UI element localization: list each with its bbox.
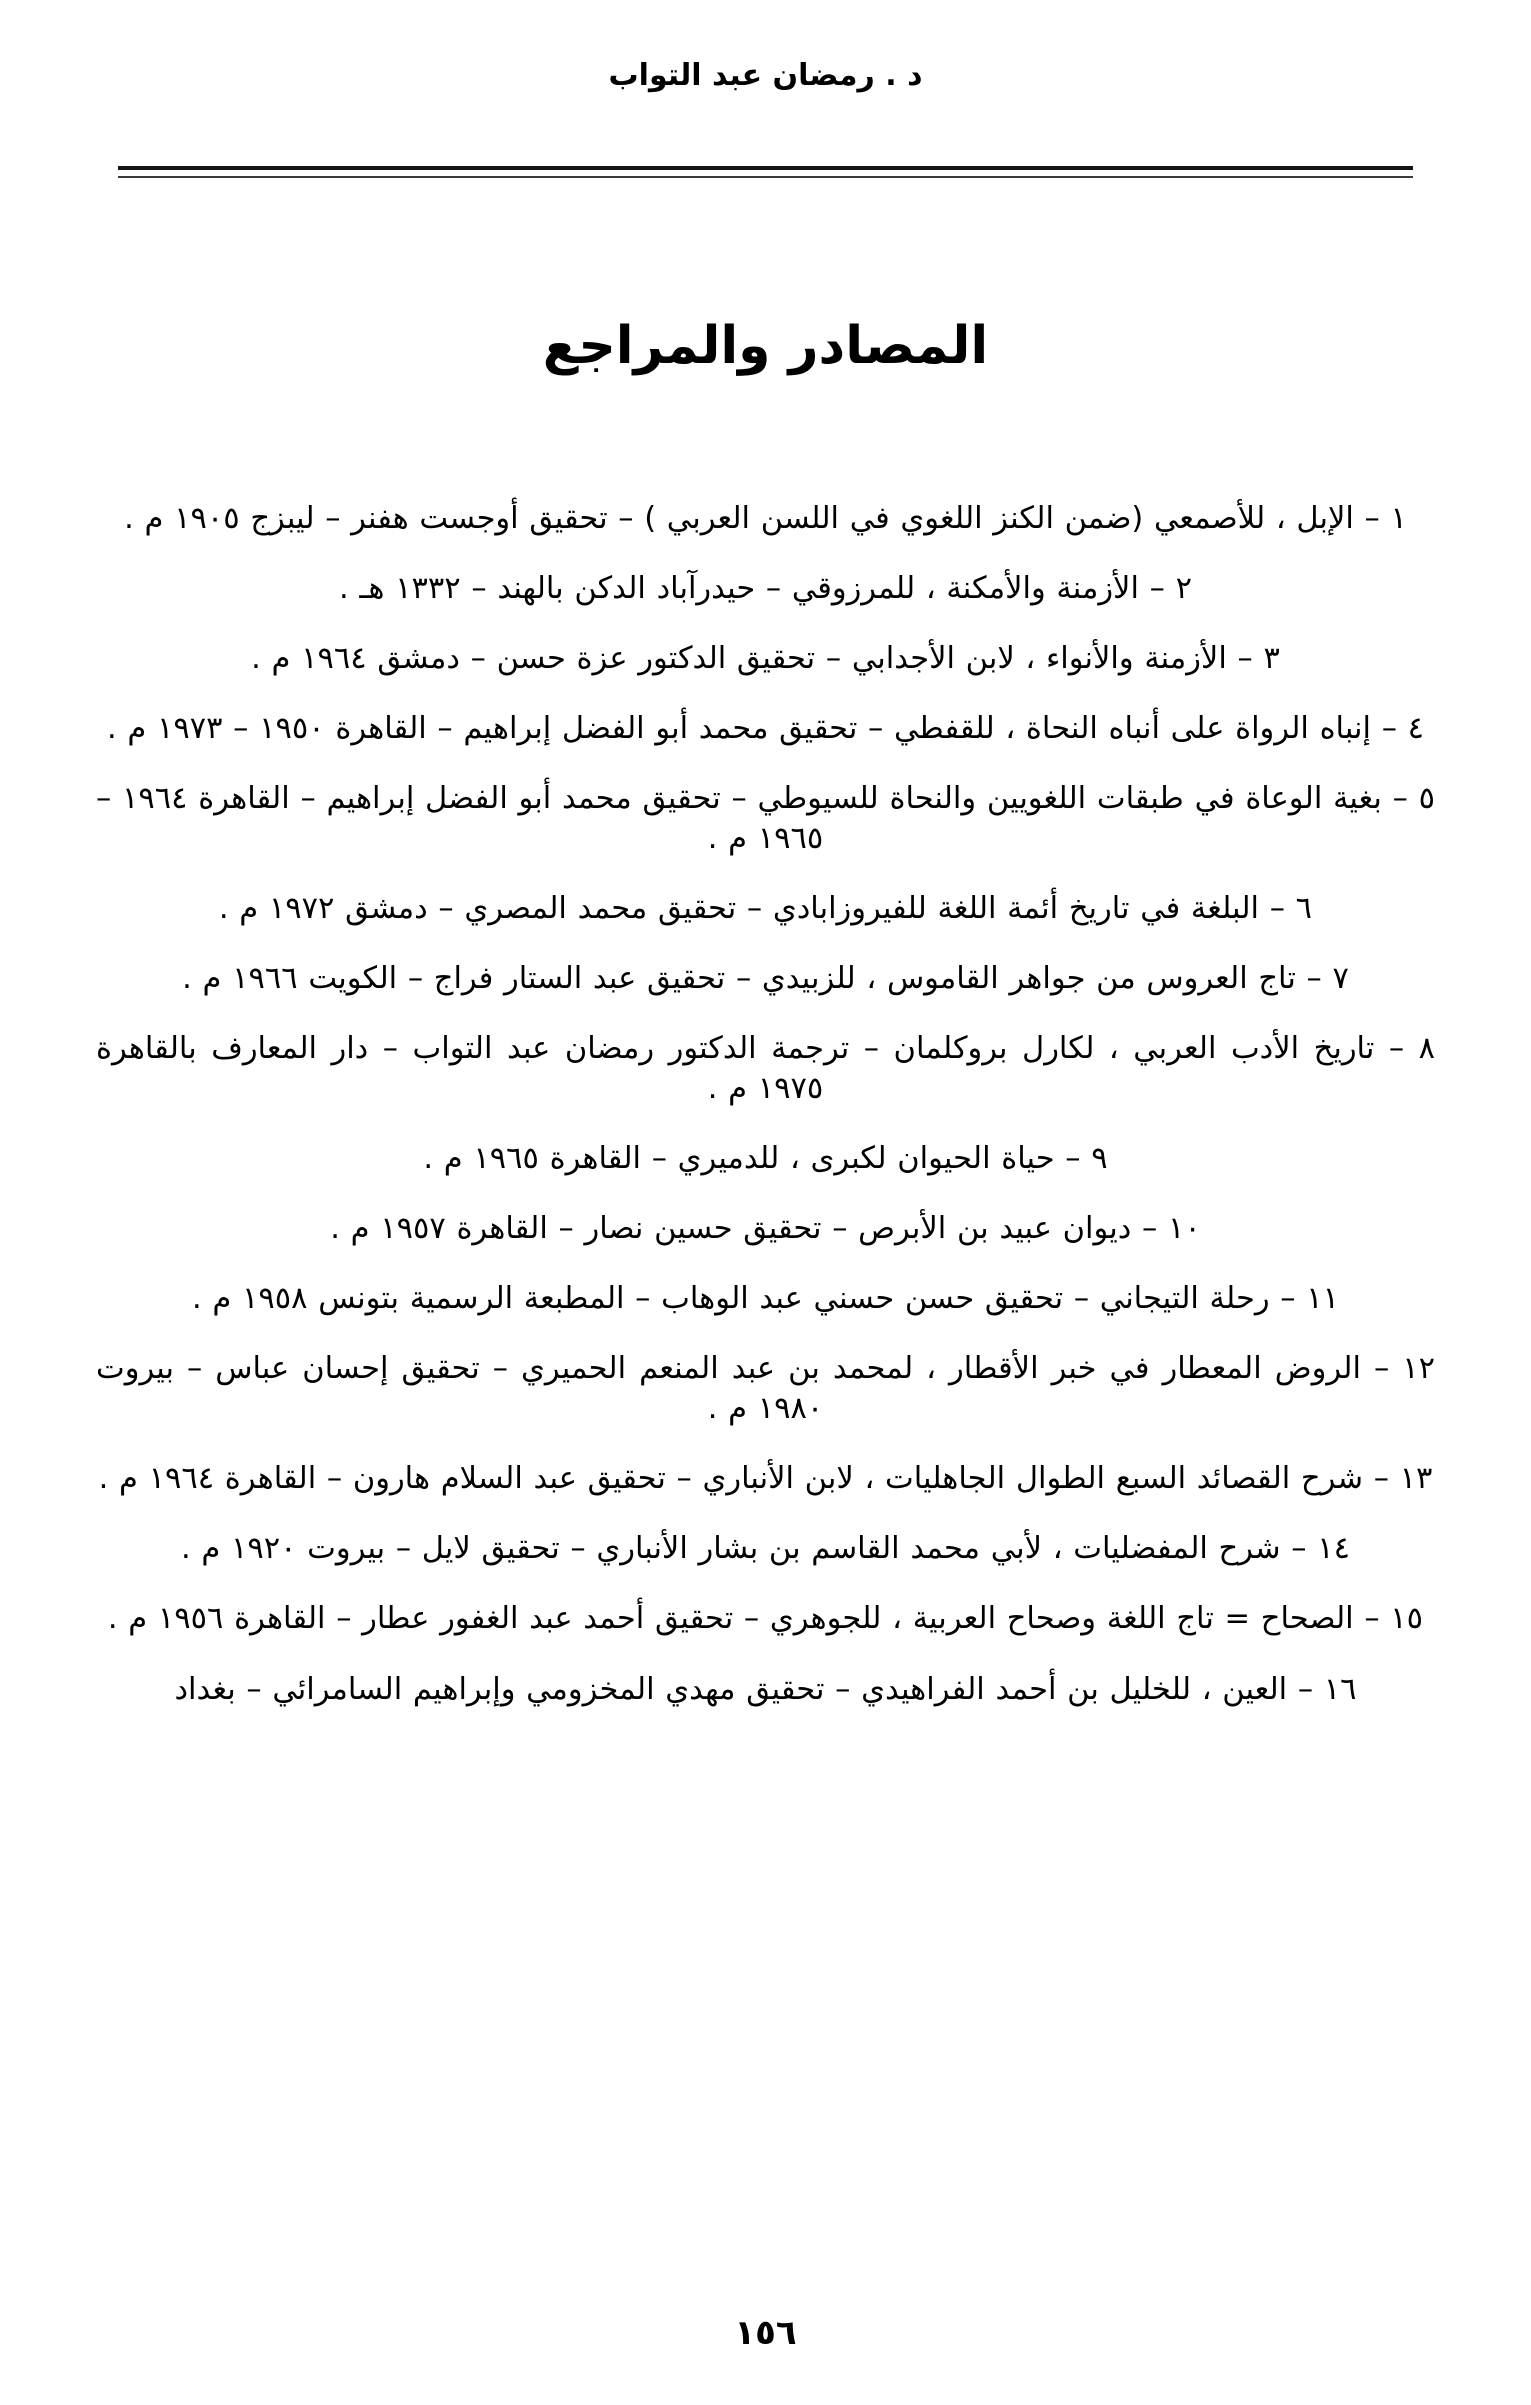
reference-entry: ٧ – تاج العروس من جواهر القاموس ، للزبيدي – تحقيق عبد الستار فراج – الكويت ١٩٦٦ م . [182, 960, 1349, 996]
reference-entry: ١٢ – الروض المعطار في خبر الأقطار ، لمحمد بن عبد المنعم الحميري – تحقيق إحسان عباس – بيروت ١٩٨٠ م . [96, 1351, 1435, 1426]
reference-entry: ٣ – الأزمنة والأنواء ، لابن الأجدابي – تحقيق الدكتور عزة حسن – دمشق ١٩٦٤ م . [251, 640, 1280, 676]
reference-entry: ٢ – الأزمنة والأمكنة ، للمرزوقي – حيدرآباد الدكن بالهند – ١٣٣٢ هـ . [339, 570, 1192, 606]
reference-entry: ٩ – حياة الحيوان لكبرى ، للدميري – القاهرة ١٩٦٥ م . [423, 1140, 1108, 1176]
reference-entry: ٦ – البلغة في تاريخ أئمة اللغة للفيروزابادي – تحقيق محمد المصري – دمشق ١٩٧٢ م . [218, 890, 1313, 926]
reference-entry: ١١ – رحلة التيجاني – تحقيق حسن حسني عبد الوهاب – المطبعة الرسمية بتونس ١٩٥٨ م . [192, 1281, 1339, 1317]
page-title: المصادر والمراجع [542, 316, 989, 376]
reference-entry: ١٣ – شرح القصائد السبع الطوال الجاهليات ، لابن الأنباري – تحقيق عبد السلام هارون – القاهرة ١٩٦٤ م . [98, 1461, 1433, 1497]
running-head: د . رمضان عبد التواب [608, 58, 923, 93]
header-rule [118, 166, 1413, 170]
page-number: ١٥٦ [734, 2313, 797, 2353]
reference-entry: ٤ – إنباه الرواة على أنباه النحاة ، للقفطي – تحقيق محمد أبو الفضل إبراهيم – القاهرة ١٩٥٠ – ١٩٧٣ م . [106, 710, 1425, 746]
reference-list [96, 468, 1435, 1709]
header-rule-secondary [118, 176, 1413, 178]
reference-entry: ١٦ – العين ، للخليل بن أحمد الفراهيدي – تحقيق مهدي المخزومي وإبراهيم السامرائي – بغداد [174, 1671, 1357, 1707]
reference-entry: ١٤ – شرح المفضليات ، لأبي محمد القاسم بن بشار الأنباري – تحقيق لايل – بيروت ١٩٢٠ م . [180, 1531, 1351, 1567]
reference-entry: ١٥ – الصحاح = تاج اللغة وصحاح العربية ، للجوهري – تحقيق أحمد عبد الغفور عطار – القاهرة ١٩٥٦ م . [107, 1601, 1424, 1637]
reference-entry: ١ – الإبل ، للأصمعي (ضمن الكنز اللغوي في اللسن العربي ) – تحقيق أوجست هفنر – ليبزج ١٩٠٥ م . [124, 500, 1407, 536]
reference-entry: ١٠ – ديوان عبيد بن الأبرص – تحقيق حسين نصار – القاهرة ١٩٥٧ م . [330, 1211, 1201, 1247]
reference-entry: ٥ – بغية الوعاة في طبقات اللغويين والنحاة للسيوطي – تحقيق محمد أبو الفضل إبراهيم – القاهرة ١٩٦٤ – ١٩٦٥ م . [96, 781, 1435, 856]
reference-entry: ٨ – تاريخ الأدب العربي ، لكارل بروكلمان – ترجمة الدكتور رمضان عبد التواب – دار المعارف بالقاهرة ١٩٧٥ م . [96, 1031, 1435, 1106]
